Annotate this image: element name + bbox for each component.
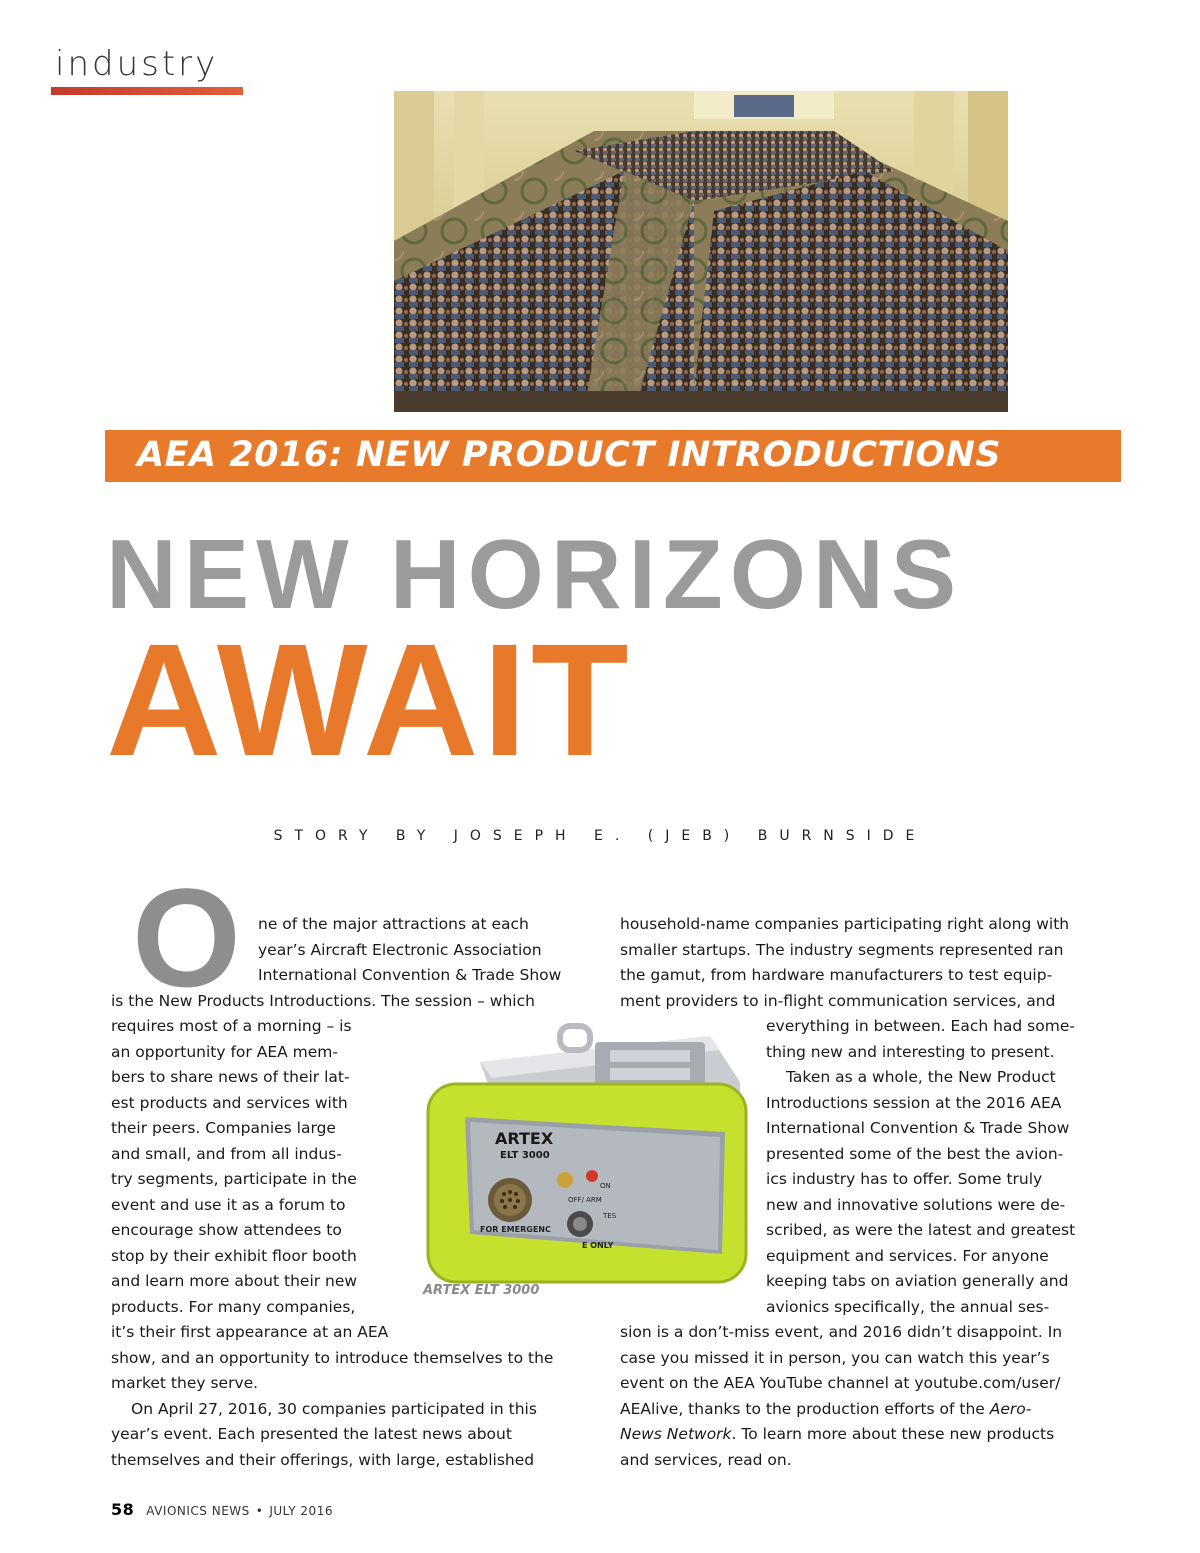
body-line: International Convention & Trade Show — [766, 1119, 1070, 1137]
publication-name: Aero- — [989, 1400, 1032, 1418]
body-line — [620, 1422, 1054, 1448]
product-switch-label: OFF/ ARM — [568, 1196, 602, 1204]
body-line: International Convention & Trade Show — [258, 966, 562, 984]
body-line: market they serve. — [111, 1374, 259, 1392]
body-line: ics industry has to offer. Some truly — [766, 1170, 1043, 1188]
body-line: equipment and services. For anyone — [766, 1247, 1049, 1265]
body-line: est products and services with — [111, 1094, 348, 1112]
body-line: household-name companies participating right along with — [620, 915, 1070, 933]
body-line: event on the AEA YouTube channel at youtube.com/user/ — [620, 1374, 1061, 1392]
body-line: On April 27, 2016, 30 companies participated in this — [131, 1400, 537, 1418]
body-line: ne of the major attractions at each — [258, 915, 529, 933]
body-line: show, and an opportunity to introduce themselves to the — [111, 1349, 554, 1367]
body-line: is the New Products Introductions. The session – which — [111, 992, 535, 1010]
body-line: try segments, participate in the — [111, 1170, 357, 1188]
body-line: their peers. Companies large — [111, 1119, 336, 1137]
body-line: event and use it as a forum to — [111, 1196, 346, 1214]
product-test-label: TES — [603, 1212, 617, 1220]
page-number: 58 — [111, 1500, 135, 1519]
drop-cap: O — [132, 859, 241, 1016]
body-line: ment providers to in-flight communication services, and — [620, 992, 1056, 1010]
issue-date: JULY 2016 — [269, 1504, 333, 1518]
body-line: bers to share news of their lat- — [111, 1068, 350, 1086]
headline-banner — [105, 430, 1121, 482]
title-line-1: NEW HORIZONS — [106, 519, 964, 629]
body-line: new and innovative solutions were de- — [766, 1196, 1066, 1214]
body-line: thing new and interesting to present. — [766, 1043, 1055, 1061]
body-line: products. For many companies, — [111, 1298, 356, 1316]
body-line: scribed, as were the latest and greatest — [766, 1221, 1076, 1239]
body-line: everything in between. Each had some- — [766, 1017, 1075, 1035]
body-text: AEAlive, thanks to the production efforts of the — [620, 1400, 990, 1418]
product-model-label: ELT 3000 — [500, 1150, 550, 1161]
footer-separator: • — [255, 1504, 264, 1518]
page-footer — [111, 1500, 333, 1519]
body-line: encourage show attendees to — [111, 1221, 342, 1239]
banner-text: AEA 2016: NEW PRODUCT INTRODUCTIONS — [137, 435, 1002, 475]
body-line: themselves and their offerings, with large, established — [111, 1451, 535, 1469]
image-caption: ARTEX ELT 3000 — [423, 1283, 540, 1298]
body-line: an opportunity for AEA mem- — [111, 1043, 338, 1061]
body-line: Taken as a whole, the New Product — [786, 1068, 1056, 1086]
body-line: avionics specifically, the annual ses- — [766, 1298, 1050, 1316]
body-line: case you missed it in person, you can watch this year’s — [620, 1349, 1050, 1367]
product-on-label: ON — [600, 1182, 611, 1190]
body-line: the gamut, from hardware manufacturers to test equip- — [620, 966, 1053, 984]
body-line — [620, 1397, 1031, 1423]
body-line: smaller startups. The industry segments represented ran — [620, 941, 1064, 959]
body-line: stop by their exhibit floor booth — [111, 1247, 357, 1265]
body-line: Introductions session at the 2016 AEA — [766, 1094, 1062, 1112]
publication-title: AVIONICS NEWS — [146, 1504, 250, 1518]
body-line: sion is a don’t-miss event, and 2016 didn’t disappoint. In — [620, 1323, 1063, 1341]
publication-name: News Network — [620, 1425, 732, 1443]
product-emergency-label: FOR EMERGENC — [480, 1225, 551, 1234]
body-line: it’s their first appearance at an AEA — [111, 1323, 389, 1341]
conference-hall-photo — [394, 91, 1008, 412]
body-line: presented some of the best the avion- — [766, 1145, 1064, 1163]
product-brand-label: ARTEX — [495, 1129, 554, 1148]
section-tag: industry — [55, 44, 219, 84]
elt-3000-product-image — [410, 1022, 750, 1284]
body-line: and learn more about their new — [111, 1272, 358, 1290]
body-line: keeping tabs on aviation generally and — [766, 1272, 1069, 1290]
body-line: and small, and from all indus- — [111, 1145, 342, 1163]
body-line: requires most of a morning – is — [111, 1017, 352, 1035]
byline: STORY BY JOSEPH E. (JEB) BURNSIDE — [273, 828, 927, 844]
product-only-label: E ONLY — [582, 1241, 614, 1250]
body-line: and services, read on. — [620, 1451, 792, 1469]
title-line-2: AWAIT — [106, 610, 633, 789]
body-text: . To learn more about these new products — [731, 1425, 1055, 1443]
body-line: year’s Aircraft Electronic Association — [258, 941, 542, 959]
section-rule — [51, 87, 243, 95]
body-line: year’s event. Each presented the latest news about — [111, 1425, 512, 1443]
